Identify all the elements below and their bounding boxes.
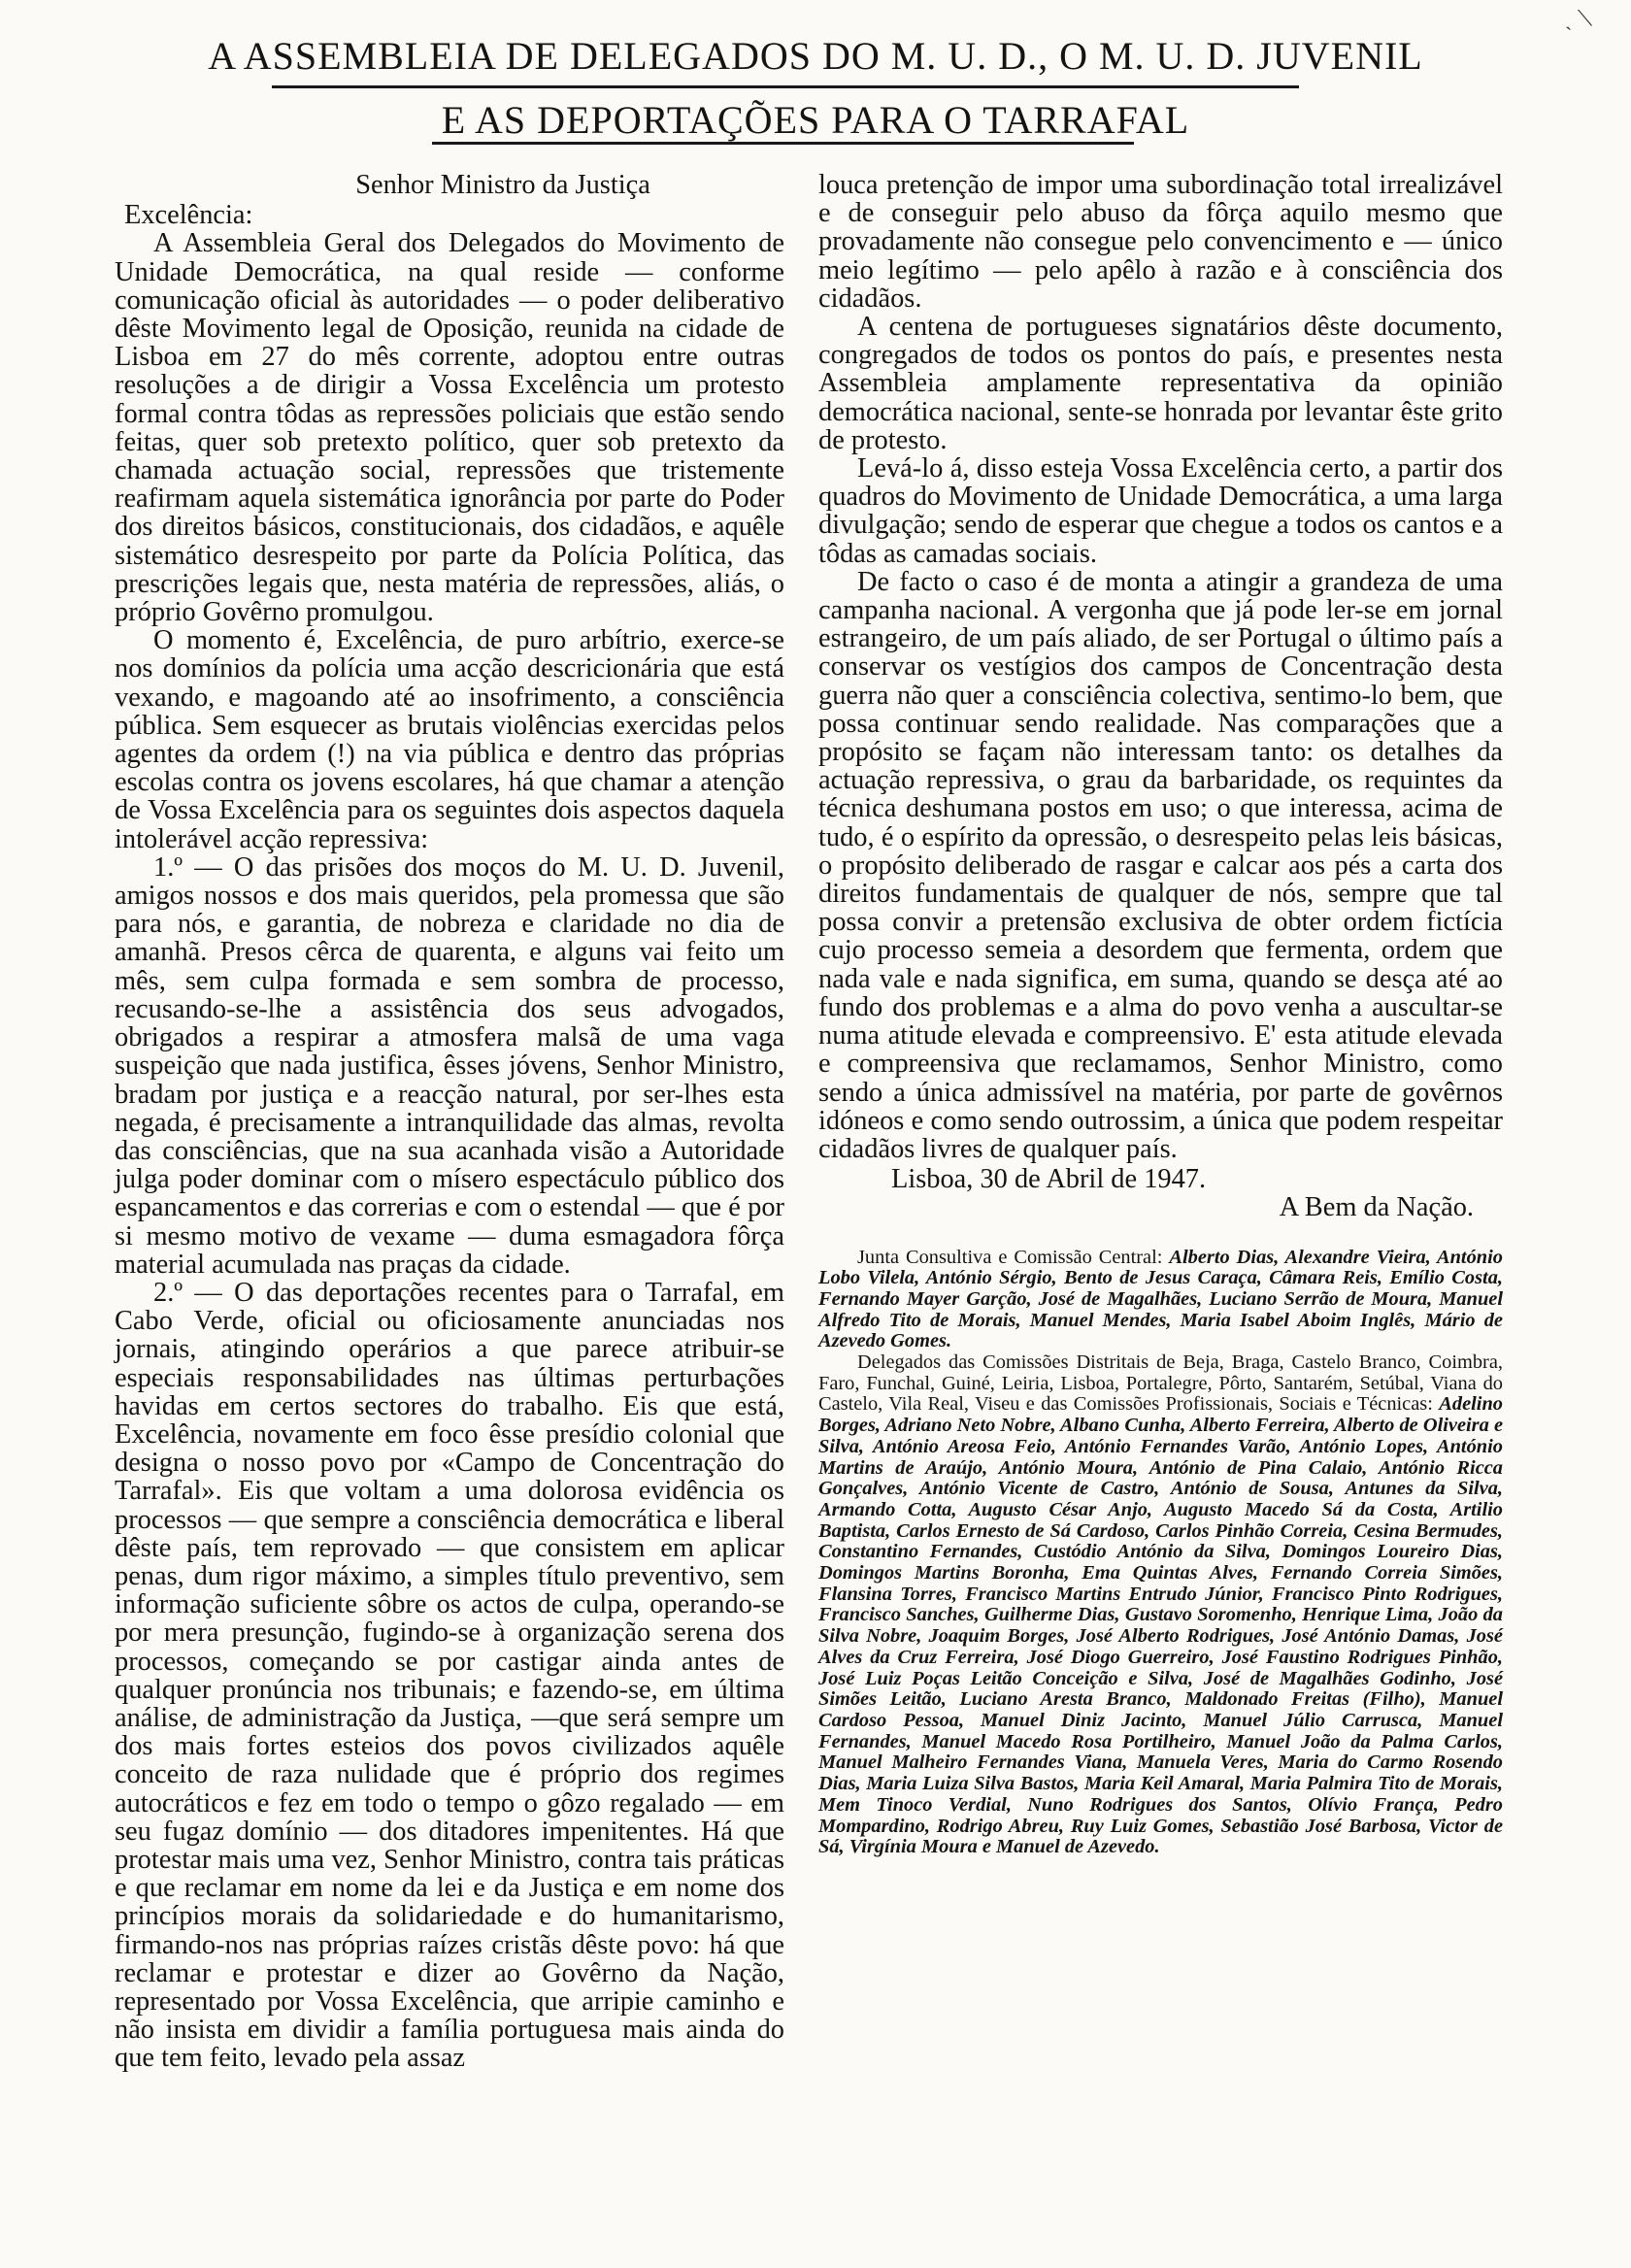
left-column [115, 171, 784, 2073]
headline-rule-2 [432, 142, 1134, 145]
paragraph: A centena de portugueses signatários dêste documento, congregados de todos os pontos do país, e presentes nesta Assembleia amplamente representativa da opinião democrática nacional, sente-se honrada por levantar êste grito de protesto. [818, 312, 1503, 455]
headline-line-2: E AS DEPORTAÇÕES PARA O TARRAFAL [441, 98, 1190, 142]
right-column [818, 171, 1503, 1858]
paragraph: De facto o caso é de monta a atingir a grandeza de uma campanha nacional. A vergonha que já pode ler-se em jornal estrangeiro, de um país aliado, de ser Portugal o último país a conservar os vestígios dos campos de Concentração desta guerra não quer a consciência colectiva, sentimo-lo bem, que possa continuar sendo realidade. Nas comparações que a propósito se façam não interessam tanto: os detalhes da actuação repressiva, o grau da barbaridade, os requintes da técnica deshumana postos em uso; o que interessa, acima de tudo, é o espírito da opressão, o desrespeito pelas leis básicas, o propósito deliberado de rasgar e calcar aos pés a carta dos direitos fundamentais de qualquer de nós, sempre que tal possa convir a pretensão exclusiva de obter ordem fictícia cujo processo semeia a desordem que fermenta, ordem que nada vale e nada significa, em suma, quando se desça até ao fundo dos problemas e a alma do povo venha a auscultar-se numa atitude elevada e compreensivo. E' esta atitude elevada e compreensiva que reclamamos, Senhor Ministro, como sendo a única admissível na matéria, por parte de govêrnos idóneos e como sendo outrossim, a única que podem respeitar cidadãos livres de qualquer país. [818, 566, 1503, 1164]
paragraph: O momento é, Excelência, de puro arbítrio, exerce-se nos domínios da polícia uma acção descricionária que está vexando, e magoando até ao insofrimento, a consciência pública. Sem esquecer as brutais violências exercidas pelos agentes da ordem (!) na via pública e dentro das próprias escolas contra os jovens escolares, há que chamar a atenção de Vossa Excelência para os seguintes dois aspectos daquela intolerável acção repressiva: [115, 625, 784, 854]
paragraph: 1.º — O das prisões dos moços do M. U. D. Juvenil, amigos nossos e dos mais queridos, pela promessa que são para nós, e garantia, de nobreza e claridade no dia de amanhã. Presos cêrca de quarenta, e alguns vai feito um mês, sem culpa formada e sem sombra de processo, recusando-se-lhe a assistência dos seus advogados, obrigados a respirar a atmosfera malsã de uma vaga suspeição que nada justifica, êsses jóvens, Senhor Ministro, bradam por justiça e a reacção natural, por ser-lhes esta negada, é precisamente a intranquilidade das almas, revolta das consciências, que na sua acanhada visão a Autoridade julga poder dominar com o mísero espectáculo público dos espancamentos e das correrias e com o estendal — que é por si mesmo motivo de vexame — duma esmagadora fôrça material acumulada nas praças da cidade. [115, 851, 784, 1280]
junta-label: Junta Consultiva e Comissão Central: [857, 1246, 1163, 1268]
signoff: A Bem da Nação. [1279, 1192, 1474, 1223]
delegados-label: Delegados das Comissões Distritais de Beja, Braga, Castelo Branco, Coimbra, Faro, Funchal, Guiné, Leiria, Lisboa, Portalegre, Pôrto, Santarém, Setúbal, Viana do Castelo, Vila Real, Viseu e das Comissões Profissionais, Sociais e Técnicas: [818, 1351, 1503, 1416]
delegados-names: Adelino Borges, Adriano Neto Nobre, Albano Cunha, Alberto Ferreira, Alberto de Oliveira e Silva, António Areosa Feio, António Fernandes Varão, António Lopes, António Martins de Araújo, António Moura, António de Pina Calaio, António Ricca Gonçalves, António Vicente de Castro, António de Sousa, Antunes da Silva, Armando Cotta, Augusto César Anjo, Augusto Macedo Sá da Costa, Artilio Baptista, Carlos Ernesto de Sá Cardoso, Carlos Pinhão Correia, Cesina Bermudes, Constantino Fernandes, Custódio António da Silva, Domingos Loureiro Dias, Domingos Martins Boronha, Ema Quintas Alves, Fernando Correia Simões, Flansina Torres, Francisco Martins Entrudo Júnior, Francisco Pinto Rodrigues, Francisco Sanches, Guilherme Dias, Gustavo Soromenho, Henrique Lima, João da Silva Nobre, Joaquim Borges, José Alberto Rodrigues, José António Damas, José Alves da Cruz Ferreira, José Diogo Guerreiro, José Faustino Rodrigues Pinhão, José Luiz Poças Leitão Conceição e Silva, José de Magalhães Godinho, José Simões Leitão, Luciano Aresta Branco, Maldonado Freitas (Filho), Manuel Cardoso Pessoa, Manuel Diniz Jacinto, Manuel Júlio Carrusca, Manuel Fernandes, Manuel Macedo Rosa Portilheiro, Manuel João da Palma Carlos, Manuel Malheiro Fernandes Viana, Manuela Veres, Maria do Carmo Rosendo Dias, Maria Luiza Silva Bastos, Maria Keil Amaral, Maria Palmira Tito de Morais, Mem Tinoco Verdial, Nuno Rodrigues dos Santos, Olívio França, Pedro Mompardino, Rodrigo Abreu, Ruy Luiz Gomes, Sebastião José Barbosa, Victor de Sá, Virgínia Moura e Manuel de Azevedo. [818, 1393, 1503, 1858]
paragraph-continuation: louca pretenção de impor uma subordinação total irrealizável e de conseguir pelo abuso da fôrça aquilo mesmo que provadamente não consegue pelo convencimento e — único meio legítimo — pelo apêlo à razão e à consciência dos cidadãos. [818, 170, 1503, 314]
junta-names: Alberto Dias, Alexandre Vieira, António Lobo Vilela, António Sérgio, Bento de Jesus Caraça, Câmara Reis, Emílio Costa, Fernando Mayer Garção, José de Magalhães, Luciano Serrão de Moura, Manuel Alfredo Tito de Morais, Manuel Mendes, Maria Isabel Aboim Inglês, Mário de Azevedo Gomes. [818, 1246, 1503, 1352]
paragraph: A Assembleia Geral dos Delegados do Movimento de Unidade Democrática, na qual reside — conforme comunicação oficial às autoridades — o poder deliberativo dêste Movimento legal de Oposição, reunida na cidade de Lisboa em 27 do mês corrente, adoptou entre outras resoluções a de dirigir a Vossa Excelência um protesto formal contra tôdas as repressões policiais que estão sendo feitas, quer sob pretexto político, quer sob pretexto da chamada actuação social, repressões que tristemente reafirmam aquela sistemática ignorância por parte do Poder dos direitos básicos, constitucionais, dos cidadãos, e aquêle sistemático desrespeito por parte da Polícia Política, das prescrições legais que, nesta matéria de repressões, aliás, o próprio Govêrno promulgou. [115, 228, 784, 628]
signatories-delegados [818, 1352, 1503, 1858]
headline-line-1: A ASSEMBLEIA DE DELEGADOS DO M. U. D., O M. U. D. JUVENIL [208, 34, 1423, 78]
headline-rule-1 [272, 85, 1299, 88]
letter-addressee: Senhor Ministro da Justiça [355, 170, 650, 200]
paragraph: 2.º — O das deportações recentes para o Tarrafal, em Cabo Verde, oficial ou oficiosamente anunciadas nos jornais, atingindo operários a que parece atribuir-se especiais responsabilidades nas últimas perturbações havidas em certos sectores do trabalho. Eis que está, Excelência, novamente em foco êsse presídio colonial que designa o nosso povo por «Campo de Concentração do Tarrafal». Eis que voltam a uma dolorosa evidência os processos — que sempre a consciência democrática e liberal dêste país, tem reprovado — que consistem em aplicar penas, dum rigor máximo, a simples título preventivo, sem informação suficiente sôbre os actos de culpa, operando-se por mera presunção, fugindo-se à organização serena dos processos, começando se por castigar ainda antes de qualquer pronúncia nos tribunais; e fazendo-se, em última análise, de administração da Justiça, —que será sempre um dos mais fortes esteios dos povos civilizados aquêle conceito de raza nulidade que é próprio dos regimes autocráticos e fez em todo o tempo o gôzo regalado — em seu fugaz domínio — dos ditadores impenitentes. Há que protestar mais uma vez, Senhor Ministro, contra tais práticas e que reclamar em nome da lei e da Justiça e em nome dos princípios morais da solidariedade e do humanitarismo, firmando-nos nas próprias raízes cristãs dêste povo: há que reclamar e protestar e dizer ao Govêrno da Nação, representado por Vossa Excelência, que arripie caminho e não insista em dividir a família portuguesa mais ainda do que tem feito, levado pela assaz [115, 1277, 784, 2074]
margin-mark: ˎ ⟍ [1565, 6, 1593, 30]
signatories-junta [818, 1248, 1503, 1353]
dateline: Lisboa, 30 de Abril de 1947. [891, 1164, 1207, 1195]
letter-salutation: Excelência: [124, 200, 253, 231]
paragraph: Levá-lo á, disso esteja Vossa Excelência certo, a partir dos quadros do Movimento de Unidade Democrática, a uma larga divulgação; sendo de esperar que chegue a todos os cantos e a tôdas as camadas sociais. [818, 453, 1503, 569]
